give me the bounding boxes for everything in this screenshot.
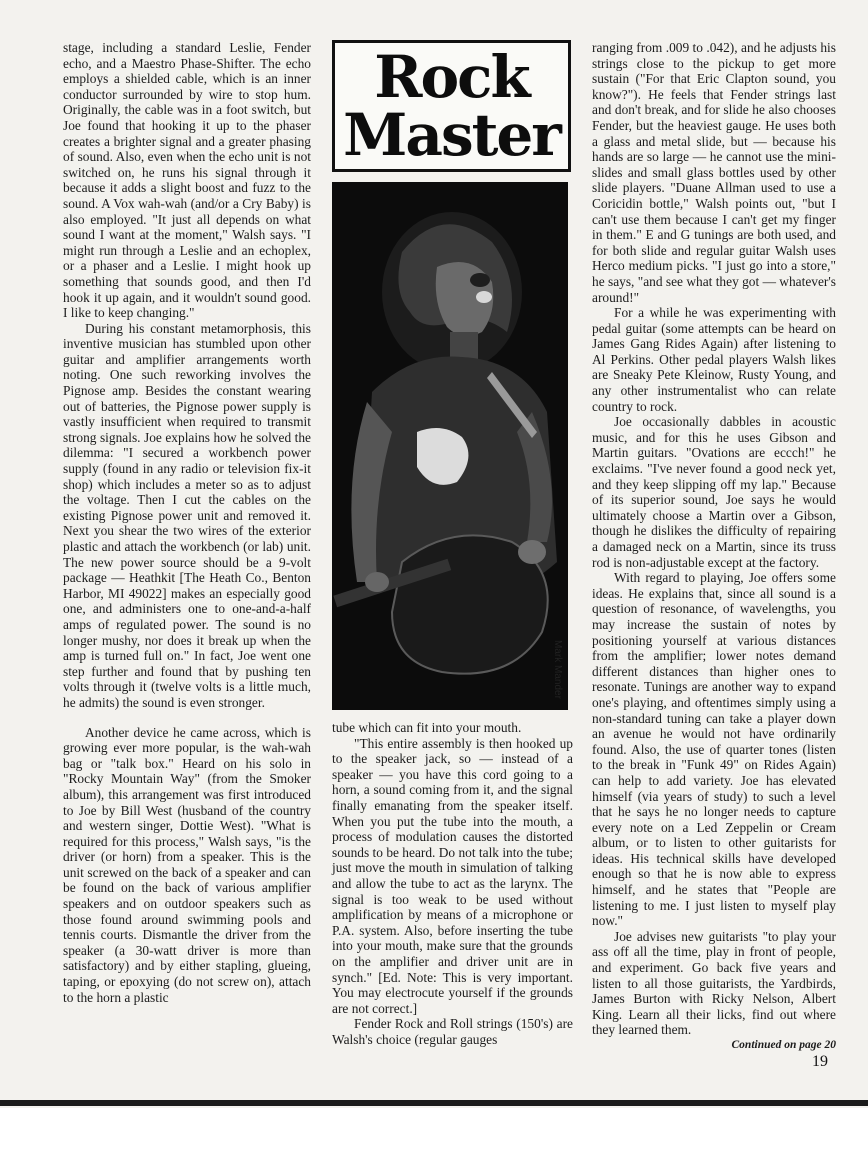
article-title-box	[332, 40, 571, 172]
article-column-left	[63, 40, 311, 1005]
article-column-middle	[332, 720, 573, 1047]
title-line-2: Master	[343, 101, 560, 169]
paragraph: Another device he came across, which is growing ever more popular, is the wah-wah bag or "talk box." Heard on his solo in "Rocky Mountain Way" (from the Smoker album), this arrangement was first introduced to Joe by Bill West (husband of the country and western singer, Dottie West). "What is required for this process," Walsh says, "is the driver (or horn) from a speaker. This is the unit screwed on the back of a speaker and can be found on the back of various amplifier speakers and on outdoor speakers such as those found around swimming pools and tennis courts. Dismantle the driver from the speaker (a 30-watt driver is more than satisfactory) and by either stapling, glueing, taping, or epoxying (do not screw on), attach to the horn a plastic	[63, 724, 311, 1005]
continued-line: Continued on page 20	[731, 1039, 836, 1051]
paragraph: ranging from .009 to .042), and he adjusts his strings close to the pickup to get more sustain ("For that Eric Clapton sound, you know?"). He feels that Fender strings last and don't break, and for slide he also chooses Fender, but the heaviest gauge. He uses both a glass and metal slide, but — because his hands are so large — he cannot use the mini-slides and small glass bottles used by other slide players. "Duane Allman used to use a Coricidin bottle," Walsh points out, "but I can't use them because I can't get my finger in them." E and G tunings are both used, and for both slide and regular guitar Walsh uses Herco medium picks. "I just go into a store," he says, "and see what they got — whatever's around!"	[592, 40, 837, 305]
paragraph: "This entire assembly is then hooked up to the speaker jack, so — instead of a speaker — you have this cord going to a horn, a sound coming from it, and the signal finally emanating from the speaker itself. When you put the tube into the mouth, a process of modulation causes the distorted sounds to be heard. Do not talk into the tube; just move the mouth in simulation of talking and allow the tube to act as the larynx. The signal is too weak to be used without amplification by means of a microphone or P.A. system. Also, before inserting the tube into your mouth, make sure that the grounds on the amplifier and driver unit are in synch." [Ed. Note: This is very important. You may electrocute yourself if the grounds are not correct.]	[332, 735, 573, 1016]
article-column-right	[592, 40, 836, 1054]
paragraph: For a while he was experimenting with pedal guitar (some attempts can be heard on James Gang Rides Again) after listening to Al Perkins. Other pedal players Walsh likes are Sneaky Pete Kleinow, Rusty Young, and any other instrumentalist who can relate country to rock.	[592, 305, 836, 414]
guitarist-photo	[332, 182, 568, 710]
paragraph: tube which can fit into your mouth.	[332, 720, 522, 735]
photo-credit: Mark Mander	[552, 640, 563, 699]
paragraph: Joe advises new guitarists "to play your ass off all the time, play in front of people, and experiment. Go back five years and listen to all those guitarists, the Yardbirds, James Burton with Ricky Nelson, Albert King. Learn all their licks, find out where they learned them.	[592, 928, 836, 1038]
paragraph: stage, including a standard Leslie, Fender echo, and a Maestro Phase-Shifter. The echo employs a shielded cable, which is an inner conductor surrounded by wire to stop hum. Originally, the cable was in a foot switch, but Joe found that hooking it up to the phaser creates a brighter signal and a greater phasing of sound. Also, even when the echo unit is not switched on, he runs his signal through it because it adds a slight boost and fuzz to the sound. A Vox wah-wah (and/or a Cry Baby) is also employed. "It just all depends on what sound I want at the moment," Walsh says. "I might run through a Leslie and an echoplex, or a phaser and a Leslie. I might hook up something that sounds good, and then I'd hook it up again, and it wouldn't sound good. I like to keep changing."	[63, 40, 311, 321]
page-number: 19	[812, 1053, 828, 1070]
paragraph: During his constant metamorphosis, this inventive musician has stumbled upon other guitar and amplifier arrangements worth noting. One such reworking involves the Pignose amp. Besides the constant wearing out of batteries, the Pignose power supply is vastly insufficient when required to transmit strong signals. Joe explains how he solved the dilemma: "I secured a workbench power supply (found in any radio or television fix-it shop) which includes a meter so as to adjust the voltage. Then I cut the cables on the existing Pignose power unit and removed it. Next you shear the two wires of the exterior plastic and attach the workbench (or lab) unit. The new power source should be a 9-volt package — Heathkit [The Heath Co., Benton Harbor, MI 49022] makes an especially good one, and administers one to one-and-a-half amps of regulated power. The sound is no longer mushy, nor does it break up when the amp is turned full on." In fact, Joe went one step further and found that by pushing ten volts through it (twelve volts is a little much, he admits) the sound is even stronger.	[63, 320, 311, 710]
paragraph: Fender Rock and Roll strings (150's) are Walsh's choice (regular gauges	[332, 1016, 573, 1047]
page-bottom-edge	[0, 1100, 868, 1106]
performer-silhouette	[332, 182, 568, 710]
title-line-1: Rock	[374, 43, 529, 111]
paragraph: Joe occasionally dabbles in acoustic music, and for this he uses Gibson and Martin guitars. "Ovations are eccch!" he exclaims. "I've never found a good neck yet, and they keep slipping off my lap." Because of its superior sound, Joe says he would ultimately choose a Martin over a Gibson, though he dislikes the difficulty of repairing a damaged neck on a Martin, since its truss rod is non-adjustable except at the factory.	[592, 414, 836, 570]
paragraph: With regard to playing, Joe offers some ideas. He explains that, since all sound is a question of resonance, of wavelengths, you may increase the sustain of notes by positioning yourself at various distances from the amplifier; lower notes demand different distances than higher ones to resonate. Tunings are another way to expand one's playing, and oftentimes simply using a non-standard tuning can take a player down an avenue he would not have ordinarily found. Also, the use of quarter tones (listen to the break in "Funk 49" on Rides Again) can help to add variety. Joe has elevated himself (via years of study) to such a level that he says he no longer needs to capture every note on a Led Zeppelin or Cream album, or to listen to other guitarists for ideas. His technical skills have developed enough so that he is now able to express himself, and he states that "People are listening to me. I just listen to myself play now."	[592, 570, 836, 929]
